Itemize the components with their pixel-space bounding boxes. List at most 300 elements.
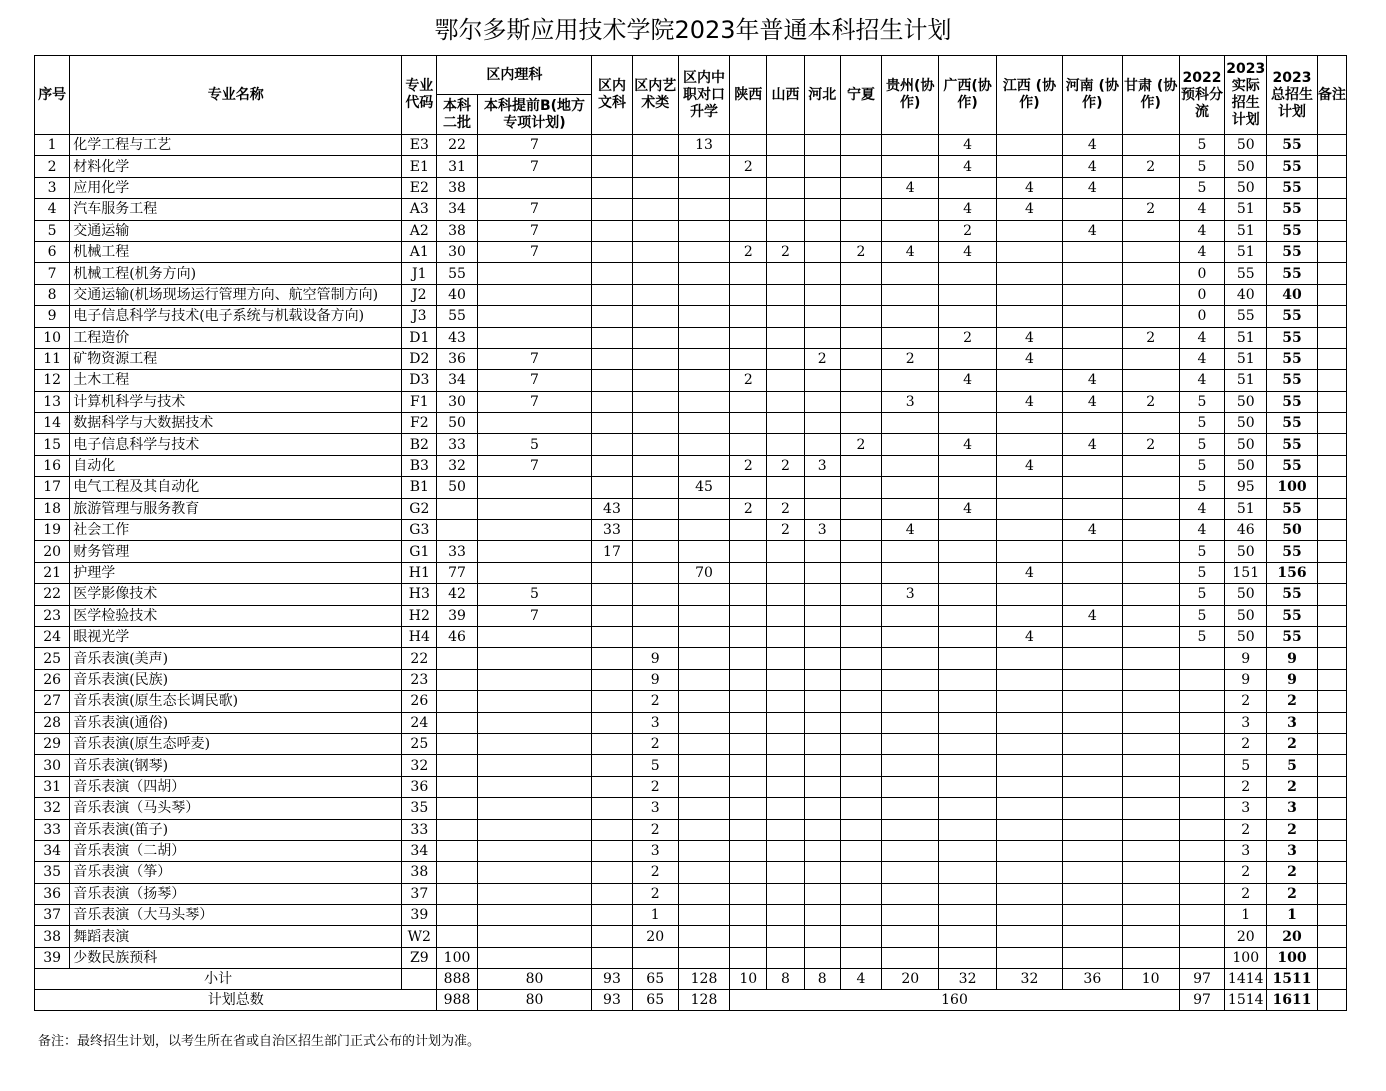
table-cell	[939, 626, 996, 647]
table-cell	[1063, 712, 1122, 733]
table-cell: 17	[592, 541, 632, 562]
table-row	[35, 584, 1347, 605]
major-name-cell: 音乐表演(美声)	[70, 648, 402, 669]
table-cell	[477, 862, 592, 883]
table-cell: 50	[1225, 135, 1267, 156]
table-cell	[1122, 135, 1179, 156]
major-name-cell: 工程造价	[70, 327, 402, 348]
table-cell: 50	[1225, 584, 1267, 605]
table-cell: 13	[35, 391, 70, 412]
grand-total-cell: 1611	[1267, 990, 1317, 1011]
table-cell: 50	[1225, 177, 1267, 198]
table-cell: 4	[1063, 370, 1122, 391]
table-cell: 7	[477, 199, 592, 220]
table-cell	[882, 669, 939, 690]
table-cell	[1179, 669, 1224, 690]
table-cell	[592, 862, 632, 883]
table-cell: 39	[437, 605, 477, 626]
table-cell	[1122, 755, 1179, 776]
table-cell	[1317, 926, 1346, 947]
table-cell: 46	[1225, 520, 1267, 541]
table-cell: 4	[1179, 520, 1224, 541]
table-cell	[678, 455, 729, 476]
table-cell: 3	[632, 712, 678, 733]
table-cell	[477, 755, 592, 776]
major-name-cell: 音乐表演（扬琴）	[70, 883, 402, 904]
table-row	[35, 712, 1347, 733]
grand-cell: 1514	[1225, 990, 1267, 1011]
table-cell: 2	[35, 156, 70, 177]
table-cell	[1317, 541, 1346, 562]
total-cell: 100	[1267, 947, 1317, 968]
table-cell	[477, 691, 592, 712]
table-cell	[592, 755, 632, 776]
table-cell	[804, 156, 840, 177]
table-cell	[477, 626, 592, 647]
table-cell: 2	[1225, 776, 1267, 797]
table-cell: 4	[35, 199, 70, 220]
table-cell: 8	[35, 284, 70, 305]
table-cell	[1063, 947, 1122, 968]
table-cell: 7	[477, 605, 592, 626]
table-cell	[767, 733, 804, 754]
table-cell	[1122, 220, 1179, 241]
header-seq: 序号	[35, 56, 70, 135]
table-cell	[437, 926, 477, 947]
table-cell	[730, 733, 767, 754]
table-cell	[767, 327, 804, 348]
table-cell	[1122, 413, 1179, 434]
table-cell	[678, 541, 729, 562]
table-cell	[840, 413, 881, 434]
major-name-cell: 电子信息科学与技术(电子系统与机载设备方向)	[70, 306, 402, 327]
table-cell	[804, 562, 840, 583]
table-cell	[1063, 477, 1122, 498]
table-cell	[767, 284, 804, 305]
table-cell	[1317, 135, 1346, 156]
table-cell	[1063, 905, 1122, 926]
subtotal-cell: 8	[767, 969, 804, 990]
table-cell: 25	[35, 648, 70, 669]
table-row	[35, 177, 1347, 198]
table-cell	[1122, 455, 1179, 476]
grand-cell: 65	[632, 990, 678, 1011]
table-cell	[1063, 840, 1122, 861]
table-cell	[592, 669, 632, 690]
table-cell	[804, 584, 840, 605]
table-row	[35, 284, 1347, 305]
table-cell: 4	[996, 455, 1062, 476]
table-cell: 4	[939, 241, 996, 262]
table-cell	[632, 626, 678, 647]
table-cell: 34	[35, 840, 70, 861]
table-cell	[840, 370, 881, 391]
total-cell: 2	[1267, 733, 1317, 754]
table-cell	[996, 413, 1062, 434]
table-cell	[1317, 733, 1346, 754]
table-cell	[437, 840, 477, 861]
table-cell	[1317, 905, 1346, 926]
table-cell	[767, 648, 804, 669]
header-code: 专业代码	[402, 56, 437, 135]
table-cell	[882, 862, 939, 883]
table-cell	[804, 798, 840, 819]
table-cell	[477, 926, 592, 947]
table-cell	[678, 348, 729, 369]
table-cell	[730, 562, 767, 583]
table-cell: 4	[882, 241, 939, 262]
table-cell	[882, 798, 939, 819]
subtotal-cell: 4	[840, 969, 881, 990]
table-cell	[477, 733, 592, 754]
subtotal-cell: 97	[1179, 969, 1224, 990]
table-cell	[678, 626, 729, 647]
table-cell	[730, 840, 767, 861]
total-cell: 2	[1267, 691, 1317, 712]
table-cell: 36	[402, 776, 437, 797]
table-cell	[592, 177, 632, 198]
table-cell: 18	[35, 498, 70, 519]
table-cell: 2	[730, 455, 767, 476]
major-name-cell: 旅游管理与服务教育	[70, 498, 402, 519]
table-cell	[1317, 712, 1346, 733]
table-cell: 28	[35, 712, 70, 733]
table-cell	[804, 905, 840, 926]
table-cell: 5	[1179, 562, 1224, 583]
table-cell	[804, 306, 840, 327]
table-cell: 2	[1225, 733, 1267, 754]
subtotal-cell: 32	[939, 969, 996, 990]
table-cell	[840, 562, 881, 583]
table-cell	[1179, 648, 1224, 669]
table-cell	[1317, 413, 1346, 434]
table-cell: 2	[632, 776, 678, 797]
subtotal-cell: 65	[632, 969, 678, 990]
subtotal-cell	[1317, 969, 1346, 990]
table-cell: E2	[402, 177, 437, 198]
table-cell	[678, 520, 729, 541]
table-cell: 3	[35, 177, 70, 198]
table-cell	[632, 605, 678, 626]
table-cell	[882, 926, 939, 947]
table-row	[35, 862, 1347, 883]
table-cell	[1179, 862, 1224, 883]
major-name-cell: 音乐表演(通俗)	[70, 712, 402, 733]
table-cell	[882, 284, 939, 305]
table-cell	[477, 498, 592, 519]
grand-total-label: 计划总数	[35, 990, 437, 1011]
table-cell: 2	[840, 434, 881, 455]
table-row	[35, 306, 1347, 327]
header-gansu: 甘肃 (协作)	[1122, 56, 1179, 135]
table-cell	[804, 413, 840, 434]
table-cell: E1	[402, 156, 437, 177]
table-cell	[996, 135, 1062, 156]
table-cell	[730, 177, 767, 198]
major-name-cell: 电子信息科学与技术	[70, 434, 402, 455]
table-cell	[477, 776, 592, 797]
table-cell	[767, 626, 804, 647]
total-cell: 55	[1267, 306, 1317, 327]
header-total2023: 2023总招生计划	[1267, 56, 1317, 135]
table-cell: 4	[1063, 220, 1122, 241]
total-cell: 3	[1267, 798, 1317, 819]
subtotal-cell: 128	[678, 969, 729, 990]
table-cell	[678, 840, 729, 861]
table-cell: 2	[632, 691, 678, 712]
table-cell	[882, 905, 939, 926]
table-cell	[592, 455, 632, 476]
table-cell	[1122, 947, 1179, 968]
table-cell	[678, 605, 729, 626]
table-row	[35, 434, 1347, 455]
table-cell: 51	[1225, 327, 1267, 348]
total-cell: 50	[1267, 520, 1317, 541]
table-cell	[840, 520, 881, 541]
table-cell: 2	[840, 241, 881, 262]
table-cell: 2	[632, 862, 678, 883]
table-cell	[730, 306, 767, 327]
table-cell	[804, 241, 840, 262]
table-cell	[477, 562, 592, 583]
table-cell: 40	[437, 284, 477, 305]
table-cell	[592, 199, 632, 220]
table-cell	[437, 691, 477, 712]
table-cell	[632, 455, 678, 476]
table-cell	[1122, 883, 1179, 904]
table-cell	[882, 605, 939, 626]
table-cell	[437, 883, 477, 904]
table-cell	[1179, 712, 1224, 733]
table-cell	[939, 391, 996, 412]
table-cell	[477, 284, 592, 305]
table-cell	[730, 926, 767, 947]
table-cell	[1063, 648, 1122, 669]
table-cell	[592, 220, 632, 241]
table-cell	[996, 584, 1062, 605]
table-cell	[1122, 648, 1179, 669]
table-cell	[840, 156, 881, 177]
table-row	[35, 455, 1347, 476]
table-cell: J2	[402, 284, 437, 305]
table-cell	[840, 584, 881, 605]
table-cell	[882, 156, 939, 177]
table-cell: 4	[1063, 177, 1122, 198]
table-cell	[840, 455, 881, 476]
table-cell	[767, 562, 804, 583]
table-cell	[804, 712, 840, 733]
table-cell: 50	[1225, 455, 1267, 476]
total-cell: 55	[1267, 156, 1317, 177]
table-cell	[437, 669, 477, 690]
table-cell: 5	[477, 584, 592, 605]
table-cell	[678, 733, 729, 754]
table-cell	[632, 541, 678, 562]
total-cell: 55	[1267, 220, 1317, 241]
table-cell	[1122, 584, 1179, 605]
table-cell	[592, 391, 632, 412]
table-cell	[882, 712, 939, 733]
table-cell	[996, 712, 1062, 733]
table-cell	[477, 177, 592, 198]
table-cell	[437, 498, 477, 519]
table-cell	[1317, 755, 1346, 776]
table-cell	[632, 156, 678, 177]
table-cell	[678, 712, 729, 733]
table-cell: 9	[1225, 669, 1267, 690]
table-cell	[1063, 348, 1122, 369]
table-cell	[1063, 626, 1122, 647]
table-row	[35, 477, 1347, 498]
table-cell	[840, 626, 881, 647]
major-name-cell: 音乐表演(钢琴)	[70, 755, 402, 776]
table-row	[35, 776, 1347, 797]
table-cell	[730, 391, 767, 412]
total-cell: 3	[1267, 712, 1317, 733]
table-cell: H2	[402, 605, 437, 626]
table-cell: 50	[1225, 413, 1267, 434]
table-cell: 22	[402, 648, 437, 669]
table-cell	[1122, 840, 1179, 861]
table-cell	[632, 220, 678, 241]
table-cell	[1317, 241, 1346, 262]
major-name-cell: 机械工程(机务方向)	[70, 263, 402, 284]
table-cell	[939, 712, 996, 733]
table-row	[35, 883, 1347, 904]
table-cell: 5	[477, 434, 592, 455]
table-cell	[678, 434, 729, 455]
table-cell	[767, 926, 804, 947]
table-cell: 50	[1225, 605, 1267, 626]
table-cell: 4	[939, 135, 996, 156]
table-cell: 32	[402, 755, 437, 776]
table-cell: D1	[402, 327, 437, 348]
table-cell: 2	[1225, 862, 1267, 883]
table-cell	[1122, 348, 1179, 369]
table-cell: G3	[402, 520, 437, 541]
table-cell: 4	[1179, 370, 1224, 391]
table-cell: 20	[1225, 926, 1267, 947]
table-cell	[477, 327, 592, 348]
table-cell	[1317, 177, 1346, 198]
table-cell: G1	[402, 541, 437, 562]
total-cell: 55	[1267, 605, 1317, 626]
table-row	[35, 840, 1347, 861]
table-cell: 2	[1122, 391, 1179, 412]
table-cell	[477, 413, 592, 434]
table-cell: B3	[402, 455, 437, 476]
total-cell: 3	[1267, 840, 1317, 861]
table-cell: 31	[437, 156, 477, 177]
table-cell	[804, 840, 840, 861]
table-cell	[1122, 477, 1179, 498]
table-cell: H3	[402, 584, 437, 605]
table-cell	[678, 284, 729, 305]
table-cell	[767, 541, 804, 562]
table-cell	[1063, 413, 1122, 434]
table-cell	[996, 434, 1062, 455]
table-cell	[1122, 776, 1179, 797]
table-cell	[767, 391, 804, 412]
table-cell	[730, 947, 767, 968]
table-cell	[1179, 926, 1224, 947]
table-cell	[1179, 755, 1224, 776]
table-cell	[996, 947, 1062, 968]
table-cell	[592, 348, 632, 369]
table-cell	[939, 926, 996, 947]
table-cell	[767, 819, 804, 840]
table-cell	[840, 776, 881, 797]
table-cell: 4	[939, 370, 996, 391]
grand-cell: 93	[592, 990, 632, 1011]
table-row	[35, 648, 1347, 669]
table-cell: 5	[1179, 135, 1224, 156]
table-cell	[996, 263, 1062, 284]
table-cell	[996, 541, 1062, 562]
table-cell	[1317, 669, 1346, 690]
table-cell	[882, 455, 939, 476]
table-cell	[767, 776, 804, 797]
table-cell	[1122, 520, 1179, 541]
table-cell	[1317, 520, 1346, 541]
table-cell	[477, 712, 592, 733]
table-cell	[1317, 776, 1346, 797]
subtotal-cell: 20	[882, 969, 939, 990]
table-cell	[1317, 862, 1346, 883]
table-row	[35, 241, 1347, 262]
table-cell	[592, 263, 632, 284]
table-cell: 9	[1225, 648, 1267, 669]
table-cell: 39	[402, 905, 437, 926]
table-cell	[678, 241, 729, 262]
table-row	[35, 391, 1347, 412]
table-cell: 1	[632, 905, 678, 926]
major-name-cell: 汽车服务工程	[70, 199, 402, 220]
table-cell	[939, 584, 996, 605]
table-cell: 7	[477, 455, 592, 476]
table-row	[35, 520, 1347, 541]
table-cell	[840, 712, 881, 733]
table-cell	[882, 541, 939, 562]
table-cell: 3	[882, 391, 939, 412]
table-cell: 51	[1225, 199, 1267, 220]
table-cell	[767, 584, 804, 605]
table-cell	[1063, 691, 1122, 712]
total-cell: 55	[1267, 327, 1317, 348]
table-cell: 77	[437, 562, 477, 583]
table-cell	[882, 648, 939, 669]
header-inner-sci: 区内理科	[437, 56, 592, 95]
table-cell: 0	[1179, 306, 1224, 327]
table-cell	[1063, 883, 1122, 904]
major-name-cell: 社会工作	[70, 520, 402, 541]
table-cell	[939, 348, 996, 369]
total-cell: 2	[1267, 776, 1317, 797]
table-cell	[592, 626, 632, 647]
major-name-cell: 应用化学	[70, 177, 402, 198]
header-earlyB: 本科提前B(地方专项计划)	[477, 95, 592, 135]
table-cell	[996, 241, 1062, 262]
table-cell	[678, 177, 729, 198]
table-cell: 51	[1225, 498, 1267, 519]
table-cell	[996, 477, 1062, 498]
table-cell: 4	[1179, 327, 1224, 348]
table-cell: 4	[1179, 220, 1224, 241]
table-cell	[996, 498, 1062, 519]
table-cell: 7	[477, 241, 592, 262]
table-cell: 24	[402, 712, 437, 733]
table-cell	[632, 391, 678, 412]
